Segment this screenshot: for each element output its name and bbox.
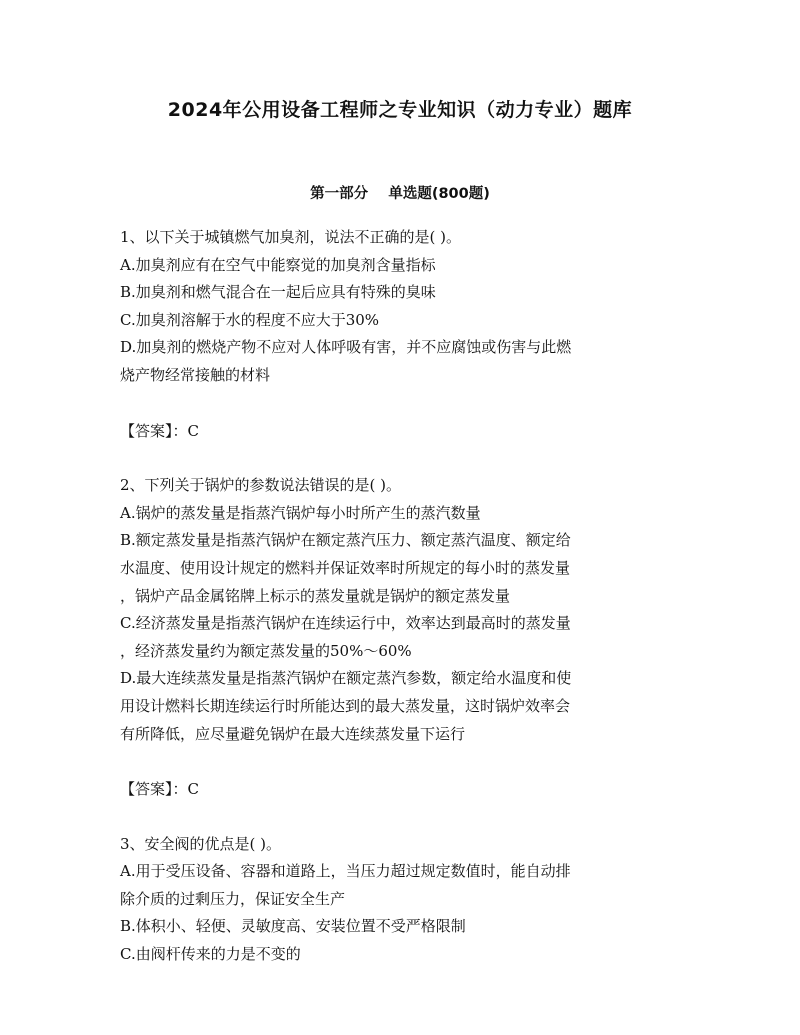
question-3-stem: 3、安全阀的优点是( )。 — [120, 834, 282, 853]
question-3-option-a: A.用于受压设备、容器和道路上，当压力超过规定数值时，能自动排 — [120, 862, 571, 881]
question-2-option-d-cont: 有所降低，应尽量避免锅炉在最大连续蒸发量下运行 — [120, 724, 466, 743]
question-2 — [120, 472, 680, 804]
question-2-stem: 2、下列关于锅炉的参数说法错误的是( )。 — [120, 476, 402, 495]
question-1 — [120, 224, 680, 445]
question-1-answer: 【答案】：C — [120, 421, 199, 440]
question-2-option-d-cont: 用设计燃料长期连续运行时所能达到的最大蒸发量，这时锅炉效率会 — [120, 696, 571, 715]
question-1-option-c: C.加臭剂溶解于水的程度不应大于30% — [120, 310, 380, 329]
question-2-option-b-cont: 水温度、使用设计规定的燃料并保证效率时所规定的每小时的蒸发量 — [120, 558, 571, 577]
question-2-option-b-cont: ，锅炉产品金属铭牌上标示的蒸发量就是锅炉的额定蒸发量 — [120, 586, 511, 605]
question-1-stem: 1、以下关于城镇燃气加臭剂，说法不正确的是( )。 — [120, 228, 462, 246]
question-2-option-a: A.锅炉的蒸发量是指蒸汽锅炉每小时所产生的蒸汽数量 — [120, 503, 481, 522]
question-3-option-c: C.由阀杆传来的力是不变的 — [120, 945, 301, 964]
question-1-option-d-cont: 烧产物经常接触的材料 — [120, 365, 271, 384]
question-2-option-d: D.最大连续蒸发量是指蒸汽锅炉在额定蒸汽参数，额定给水温度和使 — [120, 669, 572, 688]
question-list — [120, 224, 680, 969]
question-1-option-d: D.加臭剂的燃烧产物不应对人体呼吸有害，并不应腐蚀或伤害与此燃 — [120, 338, 572, 357]
question-2-option-b: B.额定蒸发量是指蒸汽锅炉在额定蒸汽压力、额定蒸汽温度、额定给 — [120, 531, 571, 550]
question-1-option-b: B.加臭剂和燃气混合在一起后应具有特殊的臭味 — [120, 283, 436, 302]
question-1-option-a: A.加臭剂应有在空气中能察觉的加臭剂含量指标 — [120, 255, 436, 274]
question-2-answer: 【答案】：C — [120, 780, 199, 799]
question-3 — [120, 831, 680, 969]
page-title: 2024年公用设备工程师之专业知识（动力专业）题库 — [167, 99, 633, 121]
question-2-option-c-cont: ，经济蒸发量约为额定蒸发量的50%～60% — [120, 641, 412, 660]
question-3-option-a-cont: 除介质的过剩压力，保证安全生产 — [120, 889, 346, 908]
question-2-option-c: C.经济蒸发量是指蒸汽锅炉在连续运行中，效率达到最高时的蒸发量 — [120, 614, 571, 633]
section-heading: 第一部分 单选题(800题) — [310, 186, 490, 202]
question-3-option-b: B.体积小、轻便、灵敏度高、安装位置不受严格限制 — [120, 917, 466, 936]
